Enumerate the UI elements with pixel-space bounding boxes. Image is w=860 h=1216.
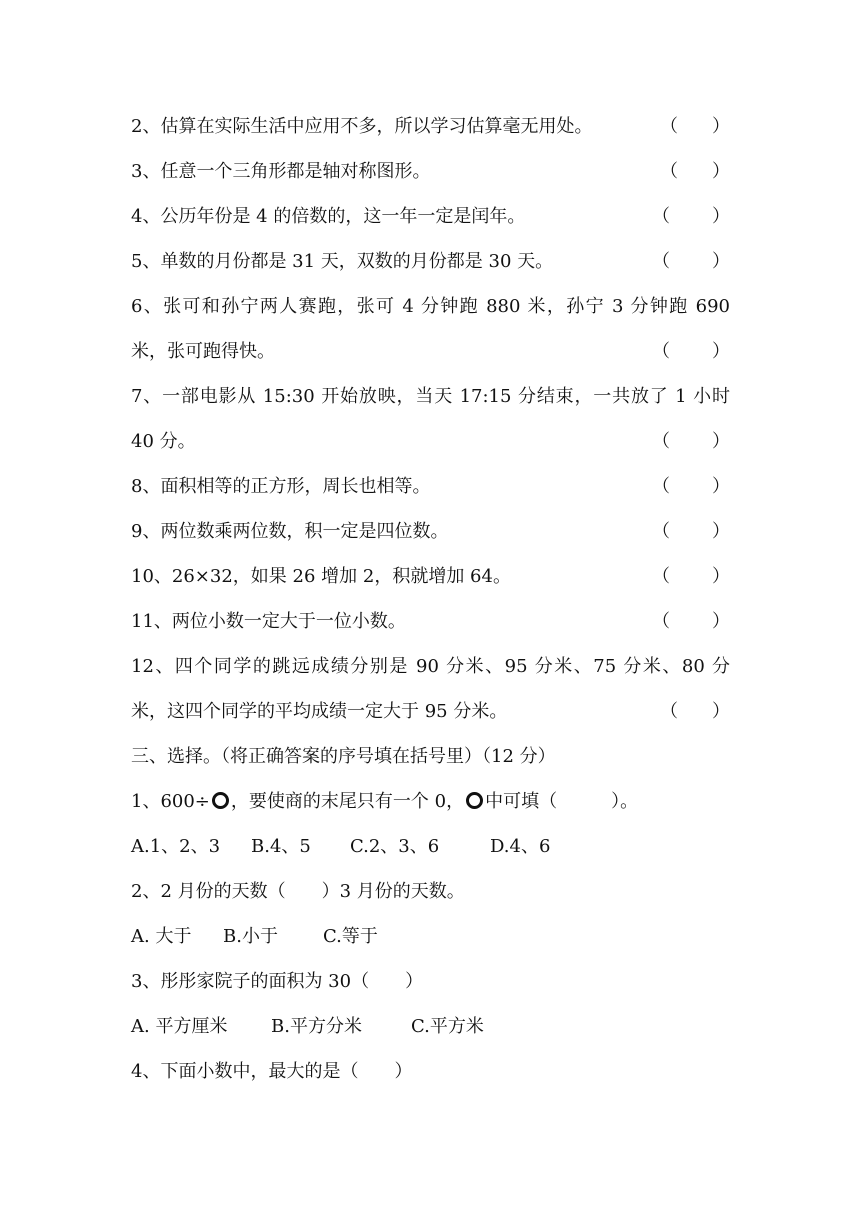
question-text: 9、两位数乘两位数，积一定是四位数。 [131,521,449,542]
option-a[interactable]: A.1、2、3 [131,836,221,857]
option-c[interactable]: C.等于 [323,926,378,947]
answer-blank[interactable]: （ ） [652,206,730,227]
question-text: 4、公历年份是 4 的倍数的，这一年一定是闰年。 [131,206,526,227]
question-text: 3、任意一个三角形都是轴对称图形。 [131,161,431,182]
question-text: 2、估算在实际生活中应用不多，所以学习估算毫无用处。 [131,116,593,137]
option-b[interactable]: B.小于 [223,926,278,947]
question-text-c: 中可填（ ）。 [485,791,639,812]
answer-blank[interactable]: （ ） [652,251,730,272]
answer-blank[interactable]: （ ） [652,611,730,632]
question-text-a: 1、600÷ [131,791,210,812]
judge-q2 [131,112,730,142]
circle-symbol-icon [212,792,229,809]
judge-q10 [131,562,730,592]
answer-blank[interactable]: （ ） [660,161,730,182]
answer-blank[interactable]: （ ） [652,476,730,497]
question-text-b: ，要使商的末尾只有一个 0， [230,791,465,812]
judge-q6-line1 [131,292,730,322]
option-b[interactable]: B.4、5 [251,836,311,857]
judge-q12-line2 [131,697,730,727]
judge-q12-line1 [131,652,730,682]
answer-blank[interactable]: （ ） [660,116,730,137]
judge-q8 [131,472,730,502]
judge-q4 [131,202,730,232]
judge-q6-line2 [131,337,730,367]
judge-q5 [131,247,730,277]
choice-q1-options [131,832,730,862]
choice-q4 [131,1057,730,1087]
answer-blank[interactable]: （ ） [652,521,730,542]
option-a[interactable]: A. 平方厘米 [131,1016,228,1037]
section-heading: 三、选择。（将正确答案的序号填在括号里）（12 分） [131,746,556,767]
choice-q3 [131,967,730,997]
choice-q2-options [131,922,730,952]
question-text: 5、单数的月份都是 31 天，双数的月份都是 30 天。 [131,251,554,272]
answer-blank[interactable]: （ ） [652,431,730,452]
question-text: 8、面积相等的正方形，周长也相等。 [131,476,431,497]
question-text: 米，这四个同学的平均成绩一定大于 95 分米。 [131,701,508,722]
choice-q1 [131,787,730,817]
question-text: 米，张可跑得快。 [131,341,275,362]
question-text: 6、张可和孙宁两人赛跑，张可 4 分钟跑 880 米，孙宁 3 分钟跑 690 [131,296,730,317]
answer-blank[interactable]: （ ） [660,701,730,722]
circle-symbol-icon [466,792,483,809]
question-text: 3、彤彤家院子的面积为 30（ ） [131,971,424,992]
option-d[interactable]: D.4、6 [490,836,551,857]
judge-q11 [131,607,730,637]
choice-q2 [131,877,730,907]
judge-q7-line2 [131,427,730,457]
judge-q9 [131,517,730,547]
option-c[interactable]: C.平方米 [411,1016,484,1037]
question-text: 2、2 月份的天数（ ）3 月份的天数。 [131,881,465,902]
question-text: 12、四个同学的跳远成绩分别是 90 分米、95 分米、75 分米、80 分 [131,656,730,677]
option-b[interactable]: B.平方分米 [271,1016,362,1037]
judge-q3 [131,157,730,187]
question-text: 11、两位小数一定大于一位小数。 [131,611,406,632]
option-c[interactable]: C.2、3、6 [350,836,440,857]
answer-blank[interactable]: （ ） [652,566,730,587]
question-text: 10、26×32，如果 26 增加 2，积就增加 64。 [131,566,511,587]
choice-q3-options [131,1012,730,1042]
question-text: 4、下面小数中，最大的是（ ） [131,1061,413,1082]
question-text: 7、一部电影从 15:30 开始放映，当天 17:15 分结束，一共放了 1 小时 [131,386,730,407]
answer-blank[interactable]: （ ） [652,341,730,362]
judge-q7-line1 [131,382,730,412]
question-text: 40 分。 [131,431,196,452]
option-a[interactable]: A. 大于 [131,926,192,947]
